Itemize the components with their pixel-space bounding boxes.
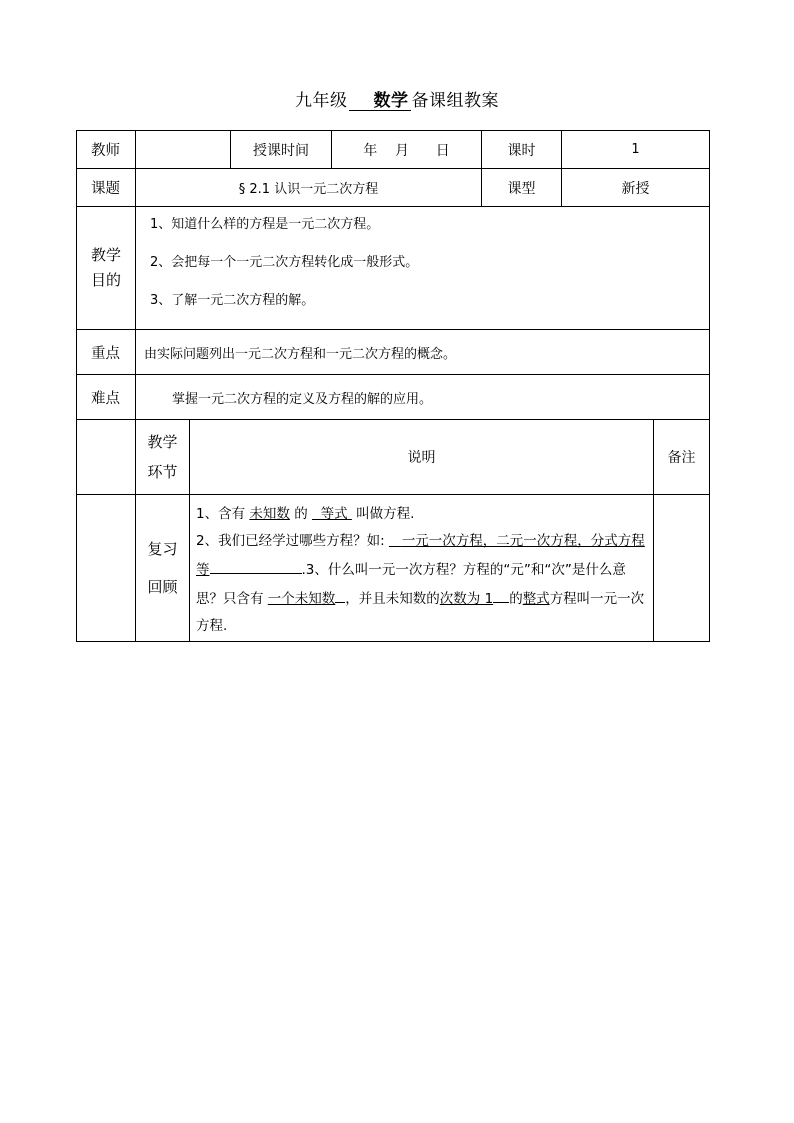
review-label: 复习 回顾 (136, 495, 190, 642)
teacher-value (136, 131, 231, 169)
objective-item: 2、会把每一个一元二次方程转化成一般形式。 (150, 255, 419, 270)
objective-item: 1、知道什么样的方程是一元二次方程。 (150, 217, 380, 232)
review-paragraph-1: 1、含有 未知数 的 等式 叫做方程. (196, 506, 415, 522)
time-label: 授课时间 (231, 131, 332, 169)
objective-item: 3、了解一元二次方程的解。 (150, 293, 315, 308)
empty-cell (77, 420, 136, 495)
review-row (77, 495, 710, 642)
topic-value: § 2.1 认识一元二次方程 (136, 169, 482, 207)
notes-cell (654, 495, 710, 642)
grade-text: 九年级 (295, 91, 348, 111)
topic-label: 课题 (77, 169, 136, 207)
key-points-row (77, 330, 710, 375)
empty-cell (77, 495, 136, 642)
info-row (77, 131, 710, 169)
description-header: 说明 (190, 420, 654, 495)
subject-text: 数学 (349, 92, 411, 111)
topic-row (77, 169, 710, 207)
period-label: 课时 (482, 131, 562, 169)
type-value: 新授 (562, 169, 710, 207)
section-header-row (77, 420, 710, 495)
objectives-label: 教学 目的 (77, 207, 136, 330)
step-header: 教学 环节 (136, 420, 190, 495)
teacher-label: 教师 (77, 131, 136, 169)
review-content (190, 495, 654, 642)
notes-header: 备注 (654, 420, 710, 495)
type-label: 课型 (482, 169, 562, 207)
document-title (0, 86, 794, 111)
difficulties-text: 掌握一元二次方程的定义及方程的解的应用。 (136, 375, 710, 420)
review-paragraph-2: 2、我们已经学过哪些方程？如: 一元一次方程，二元一次方程，分式方程等 .3、什么叫一元一次方程？方程的“元”和“次”是什么意思？只含有 一个未知数 ，并且未知数的次数为 1 的整式方程叫一元一次方程. (196, 533, 645, 634)
difficulties-label: 难点 (77, 375, 136, 420)
objectives-list (136, 207, 710, 330)
title-suffix: 备课组教案 (411, 91, 499, 111)
objectives-row (77, 207, 710, 330)
key-points-text: 由实际问题列出一元二次方程和一元二次方程的概念。 (136, 330, 710, 375)
time-value: 年 月 日 (332, 131, 482, 169)
lesson-plan-table (76, 130, 710, 642)
period-value: 1 (562, 131, 710, 169)
key-points-label: 重点 (77, 330, 136, 375)
difficulties-row (77, 375, 710, 420)
lesson-plan-container (76, 130, 709, 632)
